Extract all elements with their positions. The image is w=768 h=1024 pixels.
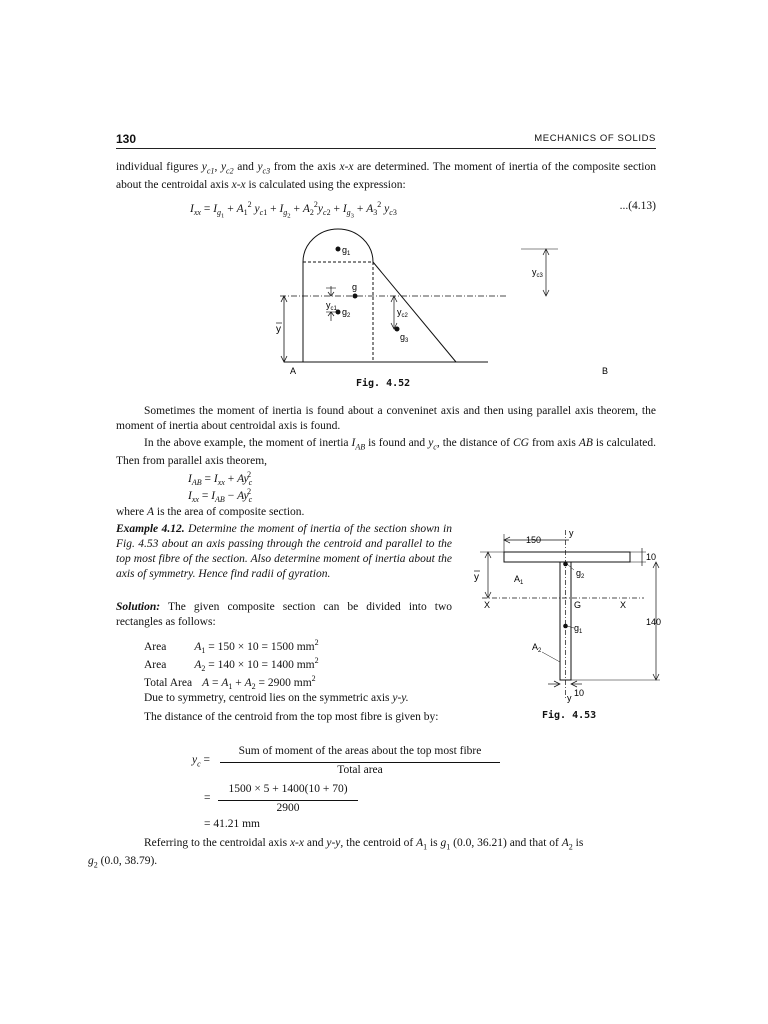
figure-4-53: [474, 524, 664, 708]
y-axis-top: y: [569, 528, 574, 538]
label-B: B: [602, 366, 609, 376]
distance-note: The distance of the centroid from the top most fibre is given by:: [144, 711, 439, 723]
yc-label: $y_c$ =: [192, 754, 211, 769]
paragraph-where: where A is the area of composite section.: [116, 506, 305, 518]
label-ybar: y: [276, 324, 281, 335]
figure-4-53-caption: Fig. 4.53: [542, 710, 597, 721]
paragraph-final: Referring to the centroidal axis x-x and y-y, the centroid of $A_1$ is $g_1$ (0.0, 36.21) and that of $A_2$ is $g_2$ (0.0, 38.79).: [88, 837, 584, 870]
label-g3: $g_3$: [400, 332, 409, 344]
yc-fraction-line: [220, 762, 500, 763]
page-number: 130: [116, 132, 137, 146]
paragraph-example: In the above example, the moment of inertia $I_{AB}$ is found and $y_c$, the distance of CG from axis AB is calculated. Then from parallel axis theorem,: [116, 437, 657, 468]
paragraph-intro: individual figures $y_{c1}$, $y_{c2}$ and $y_{c3}$ from the axis x-x are determined. The moment of inertia of the composite section about the centroidal axis x-x is calculated using the expression:: [116, 161, 656, 192]
y-axis-bottom: y: [567, 693, 572, 703]
label-yc3: $y_{c3}$: [532, 267, 543, 279]
area-a1: Area $A_1 = 150 \times 10 = 1500$ $mm^2$: [144, 638, 319, 656]
label-A2: $A_2$: [532, 642, 542, 654]
figure-4-52: [266, 222, 616, 382]
label-yc1: $y_{c1}$: [326, 300, 337, 312]
yc-result: = 41.21 mm: [204, 818, 261, 830]
label-g: g: [352, 282, 358, 292]
axis-X-left: X: [484, 600, 491, 610]
equation-iab: $I_{AB} = I_{xx} + Ay_c^2$: [188, 470, 253, 488]
figure-4-52-caption: Fig. 4.52: [356, 378, 411, 389]
label-g1-453: $g_1$: [574, 623, 583, 635]
dim-140: 140: [646, 617, 662, 627]
label-G: G: [574, 600, 582, 610]
running-head: MECHANICS OF SOLIDS: [534, 133, 656, 144]
label-g2-453: $g_2$: [576, 568, 585, 580]
yc-numerator-2: 1500 × 5 + 1400(10 + 70): [228, 783, 348, 795]
yc-denominator-2: 2900: [276, 802, 300, 814]
dim-10-top: 10: [646, 552, 657, 562]
axis-X-right: X: [620, 600, 627, 610]
label-g1: $g_1$: [342, 245, 351, 257]
yc-fraction-line-2: [218, 800, 358, 801]
solution: Solution: The given composite section can be divided into two rectangles as follows:: [116, 601, 452, 628]
yc-denominator: Total area: [337, 764, 383, 776]
dim-150: 150: [526, 535, 542, 545]
label-ybar-453: y: [474, 572, 479, 583]
equation-ixx: $I_{xx} = I_{AB} - Ay_c^2$: [188, 487, 253, 505]
page-header: [116, 132, 656, 149]
yc-numerator: Sum of moment of the areas about the top most fibre: [238, 745, 482, 757]
yc-eq2: =: [204, 792, 211, 804]
dim-10-web: 10: [574, 688, 585, 698]
symmetry-note: Due to symmetry, centroid lies on the symmetric axis y-y.: [144, 692, 409, 704]
example-4-12: Example 4.12. Determine the moment of inertia of the section shown in Fig. 4.53 about an axis passing through the centroid and parallel to the top most fibre of the section. Also determine moment of inertia about the axis of symmetry. Hence find radii of gyration.: [116, 523, 453, 580]
label-A1: $A_1$: [514, 574, 524, 586]
area-a2: Area $A_2 = 140 \times 10 = 1400$ $mm^2$: [144, 656, 319, 674]
paragraph-parallel-axis: Sometimes the moment of inertia is found about a conveninet axis and then using parallel axis theorem, the moment of inertia about centroidal axis is found.: [116, 405, 656, 432]
label-yc2: $y_{c2}$: [397, 307, 408, 319]
equation-4-13: $I_{xx} = I_{g_1} + A_1^2$ $y_{c1} + I_{g_2} + A_2^2y_{c2} + I_{g_3} + A_3^2$ $y_{c3}$: [190, 200, 397, 220]
label-g2: $g_2$: [342, 307, 351, 319]
equation-number: ...(4.13): [619, 200, 656, 212]
area-total: Total Area $A = A_1 + A_2 = 2900$ $mm^2$: [144, 674, 316, 692]
label-A: A: [290, 366, 297, 376]
